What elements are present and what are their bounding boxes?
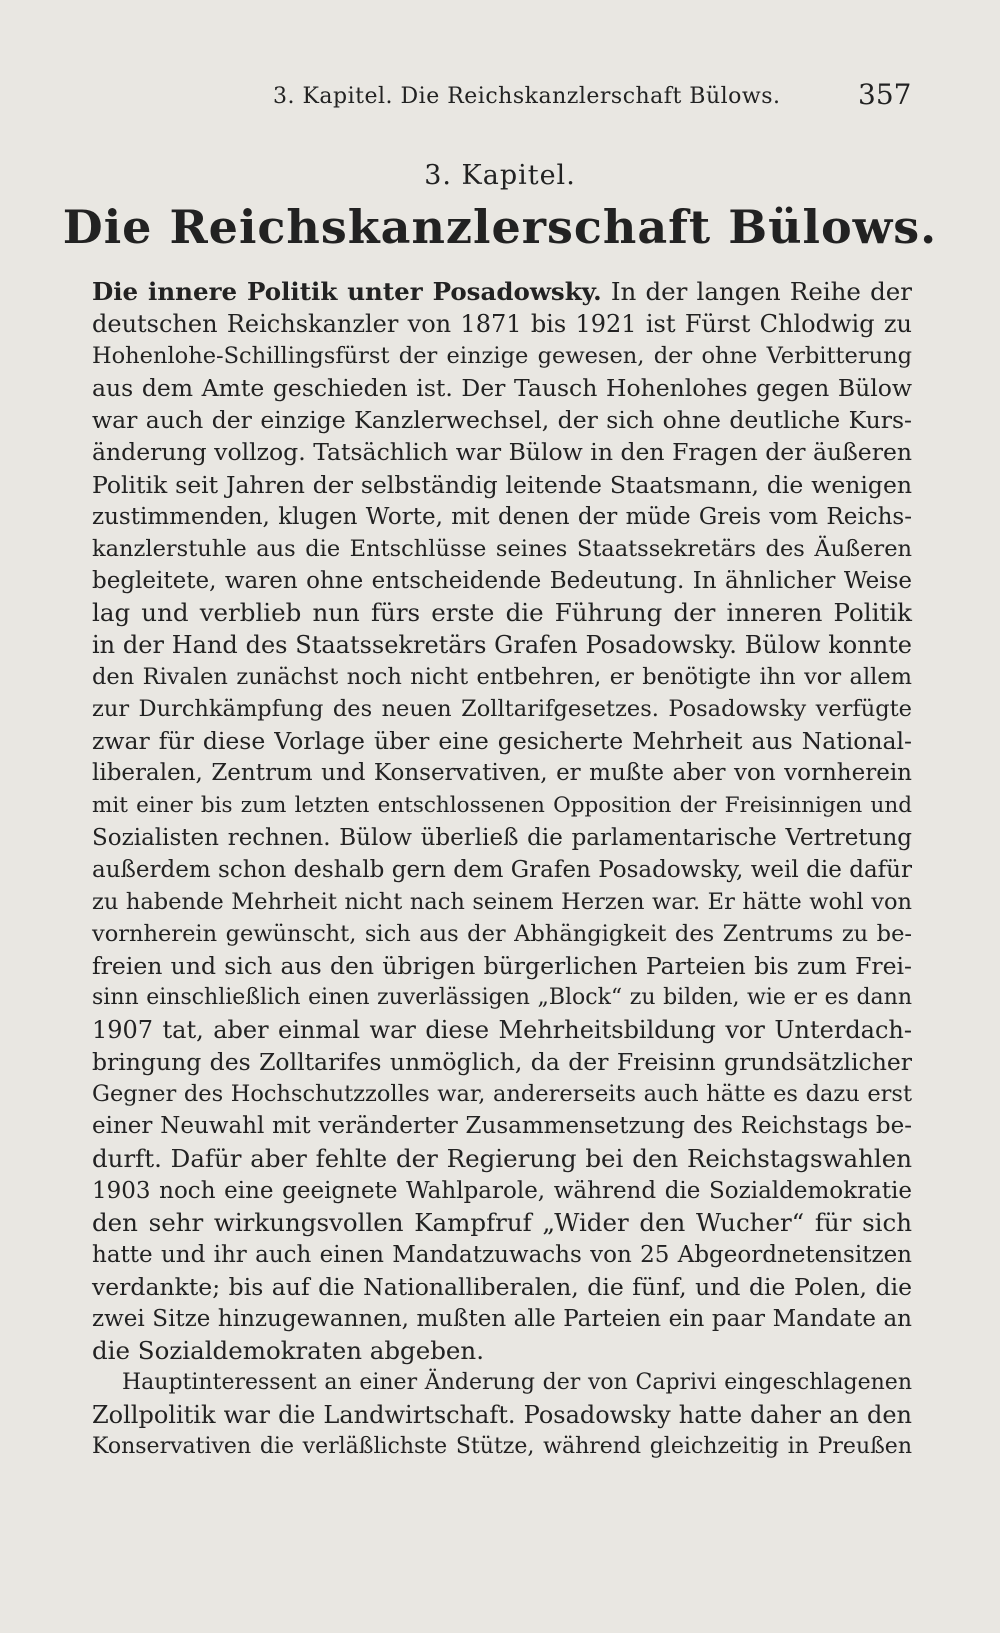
text-line: zwar für diese Vorlage über eine gesicherte Mehrheit aus National-: [92, 727, 912, 756]
text-line: sinn einschließlich einen zuverlässigen „Block“ zu bilden, wie er es dann: [92, 985, 912, 1011]
text-line: war auch der einzige Kanzlerwechsel, der sich ohne deutliche Kurs-: [92, 406, 912, 435]
text-line: Gegner des Hochschutzzolles war, andererseits auch hätte es dazu erst: [92, 1081, 912, 1108]
text-line: aus dem Amte geschieden ist. Der Tausch Hohenlohes gegen Bülow: [92, 374, 912, 403]
section-heading: Die innere Politik unter Posadowsky.: [92, 277, 602, 306]
text-line: verdankte; bis auf die Nationalliberalen, die fünf, und die Polen, die: [92, 1272, 912, 1301]
page-number: 357: [858, 78, 912, 111]
text-line: deutschen Reichskanzler von 1871 bis 1921 ist Fürst Chlodwig zu: [92, 310, 912, 339]
text-line: vornherein gewünscht, sich aus der Abhängigkeit des Zentrums zu be-: [92, 920, 912, 947]
body-text: [92, 276, 912, 1463]
text-line: mit einer bis zum letzten entschlossenen Opposition der Freisinnigen und: [92, 792, 912, 818]
text-line: außerdem schon deshalb gern dem Grafen Posadowsky, weil die dafür: [92, 856, 912, 883]
page-header: [0, 78, 1000, 124]
text-line-content: In der langen Reihe der: [601, 277, 912, 306]
text-line: zwei Sitze hinzugewannen, mußten alle Parteien ein paar Mandate an: [92, 1306, 912, 1332]
text-line: den sehr wirkungsvollen Kampfruf „Wider den Wucher“ für sich: [92, 1207, 912, 1237]
text-line: lag und verblieb nun fürs erste die Führung der inneren Politik: [92, 597, 912, 627]
text-line: hatte und ihr auch einen Mandatzuwachs von 25 Abgeordnetensitzen: [92, 1241, 912, 1268]
text-line: [92, 276, 912, 308]
text-line: Politik seit Jahren der selbständig leitende Staatsmann, die wenigen: [92, 470, 912, 499]
text-line: liberalen, Zentrum und Konservativen, er mußte aber von vornherein: [92, 760, 912, 787]
text-line: die Sozialdemokraten abgeben.: [92, 1336, 484, 1366]
text-line: änderung vollzog. Tatsächlich war Bülow in den Fragen der äußeren: [92, 438, 912, 467]
text-line: Zollpolitik war die Landwirtschaft. Posadowsky hatte daher an den: [92, 1401, 912, 1430]
chapter-number: 3. Kapitel.: [424, 160, 576, 191]
text-line: kanzlerstuhle aus die Entschlüsse seines Staatssekretärs des Äußeren: [92, 535, 912, 562]
text-line: bringung des Zolltarifes unmöglich, da der Freisinn grundsätzlicher: [92, 1048, 912, 1077]
running-head: 3. Kapitel. Die Reichskanzlerschaft Bülows.: [273, 84, 781, 109]
text-line: den Rivalen zunächst noch nicht entbehren, er benötigte ihn vor allem: [92, 664, 912, 691]
chapter-title: Die Reichskanzlerschaft Bülows.: [62, 200, 938, 254]
text-line: zu habende Mehrheit nicht nach seinem Herzen war. Er hätte wohl von: [92, 888, 912, 915]
text-line: freien und sich aus den übrigen bürgerlichen Parteien bis zum Frei-: [92, 951, 912, 980]
text-line: 1907 tat, aber einmal war diese Mehrheitsbildung vor Unterdach-: [92, 1016, 912, 1045]
text-line: Hauptinteressent an einer Änderung der von Caprivi eingeschlagenen: [122, 1370, 912, 1396]
text-line: begleitete, waren ohne entscheidende Bedeutung. In ähnlicher Weise: [92, 567, 912, 594]
text-line: Sozialisten rechnen. Bülow überließ die parlamentarische Vertretung: [92, 824, 912, 851]
text-line: Konservativen die verläßlichste Stütze, während gleichzeitig in Preußen: [92, 1434, 912, 1460]
text-line: durft. Dafür aber fehlte der Regierung bei den Reichstagswahlen: [92, 1143, 912, 1173]
text-line: zustimmenden, klugen Worte, mit denen der müde Greis vom Reichs-: [92, 503, 912, 530]
text-line: Hohenlohe-Schillingsfürst der einzige gewesen, der ohne Verbitterung: [92, 343, 912, 370]
text-line: 1903 noch eine geeignete Wahlparole, während die Sozialdemokratie: [92, 1177, 912, 1204]
text-line: zur Durchkämpfung des neuen Zolltarifgesetzes. Posadowsky verfügte: [92, 696, 912, 723]
text-line: einer Neuwahl mit veränderter Zusammensetzung des Reichstags be-: [92, 1113, 912, 1140]
text-line: in der Hand des Staatssekretärs Grafen Posadowsky. Bülow konnte: [92, 631, 912, 660]
